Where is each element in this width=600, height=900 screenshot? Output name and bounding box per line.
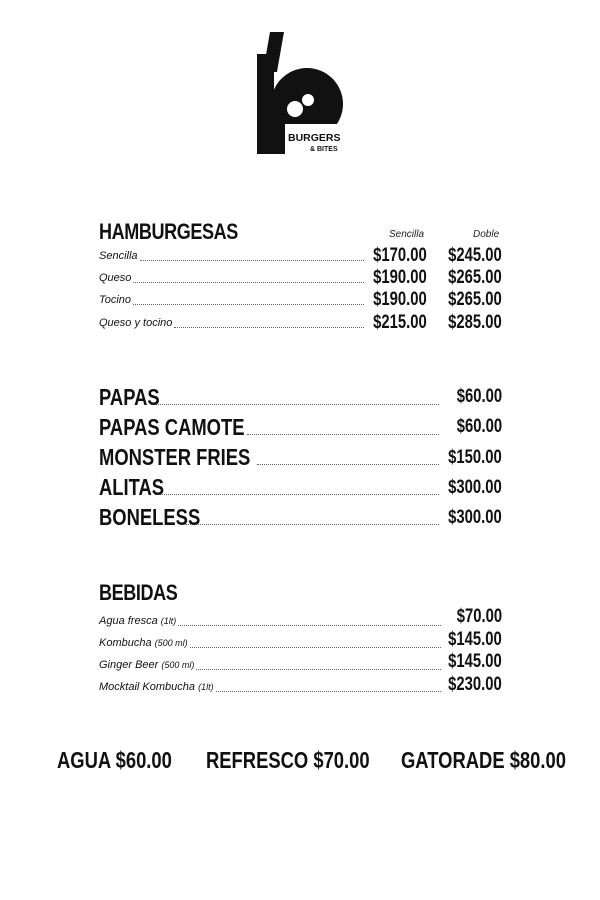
item-name: Mocktail Kombucha <box>99 681 195 693</box>
item-size: (1lt) <box>198 682 214 692</box>
item-price: $145.00 <box>448 629 502 650</box>
menu-row <box>99 655 441 675</box>
menu-row <box>99 246 364 266</box>
item-size: (500 ml) <box>154 638 188 648</box>
menu-row <box>99 384 439 410</box>
item-price: $230.00 <box>448 674 502 695</box>
menu-row <box>99 633 441 653</box>
dot-leader <box>185 524 439 525</box>
price-single: $190.00 <box>373 289 427 310</box>
dot-leader <box>133 282 364 283</box>
price-double: $285.00 <box>448 312 502 333</box>
dot-leader <box>216 691 441 692</box>
dot-leader <box>151 404 439 405</box>
item-name: MONSTER FRIES <box>99 443 251 470</box>
price-double: $245.00 <box>448 245 502 266</box>
item-price: $300.00 <box>448 507 502 528</box>
column-double-header: Doble <box>473 229 500 240</box>
item-name: Queso <box>99 272 132 284</box>
item-price: $150.00 <box>448 447 502 468</box>
item-name: BONELESS <box>99 503 201 530</box>
dot-leader <box>140 260 364 261</box>
logo-brand-line1: BURGERS <box>288 132 341 144</box>
item-price: $300.00 <box>448 477 502 498</box>
item-name: Sencilla <box>99 250 138 262</box>
menu-row <box>99 268 364 288</box>
dot-leader <box>155 494 439 495</box>
dot-leader <box>133 304 364 305</box>
price-double: $265.00 <box>448 267 502 288</box>
item-name: Ginger Beer <box>99 659 159 671</box>
dot-leader <box>178 625 441 626</box>
column-single-header: Sencilla <box>389 229 425 240</box>
menu-row <box>99 504 439 530</box>
menu-row <box>99 313 364 333</box>
bebidas-title: BEBIDAS <box>99 580 178 605</box>
menu-row <box>99 414 439 440</box>
hamburguesas-title: HAMBURGESAS <box>99 219 238 244</box>
price-single: $215.00 <box>373 312 427 333</box>
dot-leader <box>174 327 364 328</box>
item-name: ALITAS <box>99 473 165 500</box>
price-single: $170.00 <box>373 245 427 266</box>
item-price: $60.00 <box>456 416 502 437</box>
item-name: PAPAS <box>99 383 160 410</box>
extra-gatorade: GATORADE $80.00 <box>401 747 566 773</box>
dot-leader <box>190 647 441 648</box>
menu-row <box>99 444 439 470</box>
item-name: Agua fresca <box>99 615 158 627</box>
menu-row <box>99 611 441 631</box>
extra-agua: AGUA $60.00 <box>57 747 172 773</box>
menu-row <box>99 474 439 500</box>
item-name: PAPAS CAMOTE <box>99 413 245 440</box>
item-price: $145.00 <box>448 651 502 672</box>
item-name: Tocino <box>99 294 132 306</box>
menu-row <box>99 677 441 697</box>
item-name: Queso y tocino <box>99 317 173 329</box>
item-size: (1lt) <box>160 616 177 626</box>
item-name: Kombucha <box>99 637 152 649</box>
item-size: (500 ml) <box>161 660 195 670</box>
dot-leader <box>196 669 441 670</box>
extra-refresco: REFRESCO $70.00 <box>206 747 370 773</box>
price-single: $190.00 <box>373 267 427 288</box>
item-price: $60.00 <box>456 386 502 407</box>
dot-leader <box>247 434 439 435</box>
price-double: $265.00 <box>448 289 502 310</box>
burgers-and-bites-logo <box>255 32 347 156</box>
dot-leader <box>257 464 439 465</box>
item-price: $70.00 <box>456 606 502 627</box>
logo-brand-line2: & BITES <box>310 146 338 153</box>
menu-row <box>99 290 364 310</box>
